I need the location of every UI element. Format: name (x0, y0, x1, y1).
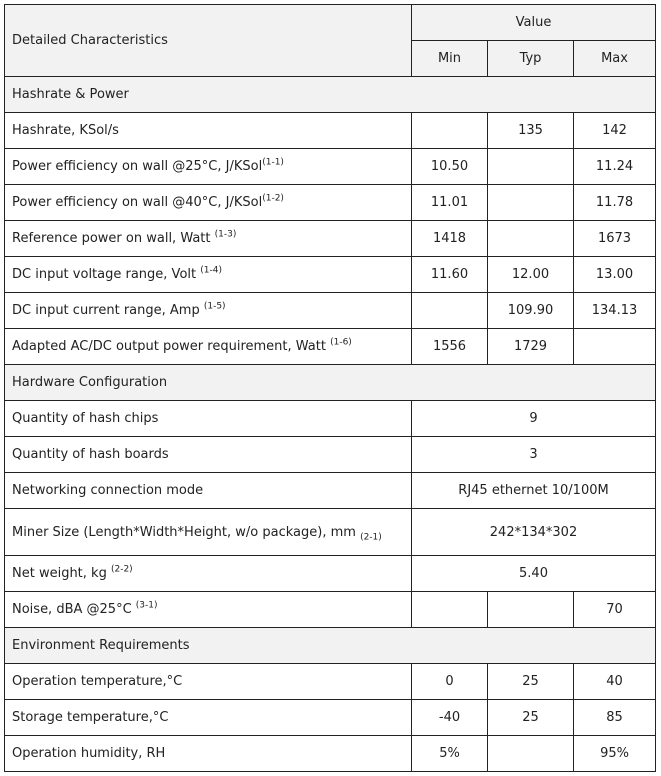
row-label: Operation temperature,°C (5, 664, 412, 700)
footnote-ref: (2-2) (110, 564, 133, 575)
cell-value: RJ45 ethernet 10/100M (412, 473, 656, 509)
cell-typ: 25 (488, 700, 574, 736)
table-row (5, 113, 656, 149)
cell-min: -40 (412, 700, 488, 736)
header-typ: Typ (488, 41, 574, 77)
section-row (5, 365, 656, 401)
footnote-ref: (2-1) (360, 532, 382, 543)
cell-min: 1418 (412, 221, 488, 257)
section-hashrate-power: Hashrate & Power (5, 77, 656, 113)
row-label: Quantity of hash boards (5, 437, 412, 473)
cell-max: 40 (574, 664, 656, 700)
table-row (5, 329, 656, 365)
cell-max: 13.00 (574, 257, 656, 293)
cell-max: 1673 (574, 221, 656, 257)
table-header-row (5, 5, 656, 41)
cell-max: 85 (574, 700, 656, 736)
header-label: Detailed Characteristics (5, 5, 412, 77)
cell-min: 0 (412, 664, 488, 700)
cell-typ (488, 149, 574, 185)
footnote-ref: (1-1) (262, 157, 284, 168)
row-label: Power efficiency on wall @40°C, J/KSol$^{(1-2)}$ (5, 185, 412, 221)
cell-typ: 135 (488, 113, 574, 149)
row-label: Storage temperature,°C (5, 700, 412, 736)
row-label: DC input current range, Amp $^{(1-5)}$ (5, 293, 412, 329)
cell-typ (488, 185, 574, 221)
table-row (5, 556, 656, 592)
cell-max: 142 (574, 113, 656, 149)
cell-min (412, 113, 488, 149)
footnote-ref: (1-5) (203, 301, 226, 312)
table-row (5, 149, 656, 185)
row-label: Hashrate, KSol/s (5, 113, 412, 149)
section-row (5, 77, 656, 113)
table-row (5, 509, 656, 556)
cell-max (574, 329, 656, 365)
cell-value: 3 (412, 437, 656, 473)
section-row (5, 628, 656, 664)
cell-min: 10.50 (412, 149, 488, 185)
row-label: Net weight, kg $^{(2-2)}$ (5, 556, 412, 592)
cell-min: 11.60 (412, 257, 488, 293)
cell-typ (488, 221, 574, 257)
table-row (5, 473, 656, 509)
footnote-ref: (1-3) (214, 229, 237, 240)
table-row (5, 592, 656, 628)
cell-typ: 25 (488, 664, 574, 700)
cell-typ: 109.90 (488, 293, 574, 329)
row-label: Miner Size (Length*Width*Height, w/o package), mm $_{(2-1)}$ (5, 509, 412, 556)
section-environment-requirements: Environment Requirements (5, 628, 656, 664)
footnote-ref: (1-2) (262, 193, 284, 204)
row-label: Power efficiency on wall @25°C, J/KSol$^{(1-1)}$ (5, 149, 412, 185)
table-row (5, 700, 656, 736)
cell-typ: 12.00 (488, 257, 574, 293)
header-value: Value (412, 5, 656, 41)
cell-typ: 1729 (488, 329, 574, 365)
row-label: Reference power on wall, Watt $^{(1-3)}$ (5, 221, 412, 257)
table-row (5, 221, 656, 257)
row-label: Adapted AC/DC output power requirement, Watt $^{(1-6)}$ (5, 329, 412, 365)
row-label: Noise, dBA @25°C $^{(3-1)}$ (5, 592, 412, 628)
table-row (5, 293, 656, 329)
footnote-ref: (1-4) (200, 265, 222, 276)
cell-max: 11.78 (574, 185, 656, 221)
footnote-ref: (1-6) (330, 337, 352, 348)
row-label: Operation humidity, RH (5, 736, 412, 772)
cell-value: 5.40 (412, 556, 656, 592)
table-row (5, 185, 656, 221)
table-row (5, 257, 656, 293)
table-row (5, 437, 656, 473)
row-label: DC input voltage range, Volt $^{(1-4)}$ (5, 257, 412, 293)
cell-max: 95% (574, 736, 656, 772)
specifications-table (4, 4, 656, 772)
header-max: Max (574, 41, 656, 77)
row-label: Networking connection mode (5, 473, 412, 509)
table-row (5, 401, 656, 437)
cell-min (412, 592, 488, 628)
row-label: Quantity of hash chips (5, 401, 412, 437)
section-hardware-configuration: Hardware Configuration (5, 365, 656, 401)
cell-max: 70 (574, 592, 656, 628)
cell-min: 1556 (412, 329, 488, 365)
cell-max: 11.24 (574, 149, 656, 185)
cell-value: 9 (412, 401, 656, 437)
cell-typ (488, 592, 574, 628)
cell-max: 134.13 (574, 293, 656, 329)
cell-typ (488, 736, 574, 772)
table-row (5, 736, 656, 772)
cell-min: 5% (412, 736, 488, 772)
table-row (5, 664, 656, 700)
cell-min (412, 293, 488, 329)
cell-min: 11.01 (412, 185, 488, 221)
cell-value: 242*134*302 (412, 509, 656, 556)
header-min: Min (412, 41, 488, 77)
footnote-ref: (3-1) (135, 600, 158, 611)
